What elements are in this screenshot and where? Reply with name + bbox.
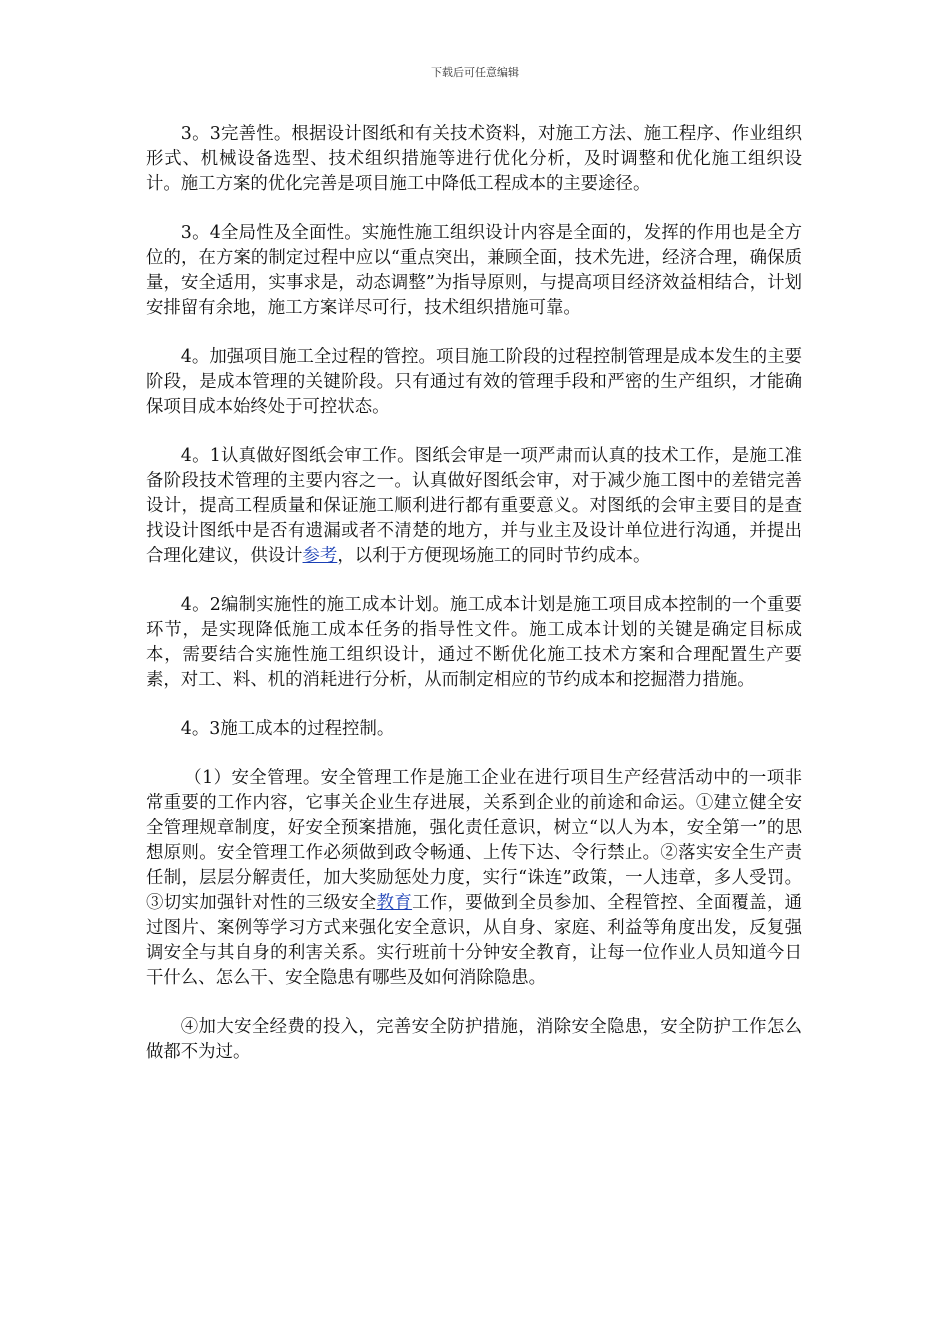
link-reference[interactable]: 参考: [302, 546, 338, 566]
paragraph-text: 3。3完善性。根据设计图纸和有关技术资料，对施工方法、施工程序、作业组织形式、机械设备选型、技术组织措施等进行优化分析，及时调整和优化施工组织设计。施工方案的优化完善是项目施工中降低工程成本的主要途径。: [146, 124, 802, 194]
paragraph-3-3: [146, 122, 802, 197]
paragraph-4-3: [146, 717, 802, 742]
paragraph-text: ④加大安全经费的投入，完善安全防护措施，消除安全隐患，安全防护工作怎么做都不为过。: [146, 1017, 802, 1062]
paragraph-text: 4。3施工成本的过程控制。: [180, 719, 395, 739]
paragraph-text: 4。加强项目施工全过程的管控。项目施工阶段的过程控制管理是成本发生的主要阶段，是成本管理的关键阶段。只有通过有效的管理手段和严密的生产组织，才能确保项目成本始终处于可控状态。: [146, 347, 802, 417]
paragraph-4-1: [146, 444, 802, 569]
page-header: 下载后可任意编辑: [431, 66, 519, 79]
paragraph-text: ，以利于方便现场施工的同时节约成本。: [337, 546, 651, 566]
paragraph-text: 4。1认真做好图纸会审工作。图纸会审是一项严肃而认真的技术工作，是施工准备阶段技术管理的主要内容之一。认真做好图纸会审，对于减少施工图中的差错完善设计，提高工程质量和保证施工顺利进行都有重要意义。对图纸的会审主要目的是查找设计图纸中是否有遗漏或者不清楚的地方，并与业主及设计单位进行沟通，并提出合理化建议，供设计: [146, 446, 802, 566]
paragraph-safety-management: [146, 766, 802, 991]
paragraph-4: [146, 345, 802, 420]
paragraph-3-4: [146, 221, 802, 321]
paragraph-safety-funding: [146, 1015, 802, 1065]
paragraph-text: 4。2编制实施性的施工成本计划。施工成本计划是施工项目成本控制的一个重要环节，是实现降低施工成本任务的指导性文件。施工成本计划的关键是确定目标成本，需要结合实施性施工组织设计，通过不断优化施工技术方案和合理配置生产要素，对工、料、机的消耗进行分析，从而制定相应的节约成本和挖掘潜力措施。: [146, 595, 802, 690]
paragraph-4-2: [146, 593, 802, 693]
document-body: [146, 122, 802, 1089]
paragraph-text: 3。4全局性及全面性。实施性施工组织设计内容是全面的，发挥的作用也是全方位的，在方案的制定过程中应以“重点突出，兼顾全面，技术先进，经济合理，确保质量，安全适用，实事求是，动态调整”为指导原则，与提高项目经济效益相结合，计划安排留有余地，施工方案详尽可行，技术组织措施可靠。: [146, 223, 802, 318]
link-education[interactable]: 教育: [376, 893, 413, 913]
paragraph-text: 工作，要做到全员参加、全程管控、全面覆盖，通过图片、案例等学习方式来强化安全意识，从自身、家庭、利益等角度出发，反复强调安全与其自身的利害关系。实行班前十分钟安全教育，让每一位作业人员知道今日干什么、怎么干、安全隐患有哪些及如何消除隐患。: [146, 893, 802, 988]
paragraph-text: （1）安全管理。安全管理工作是施工企业在进行项目生产经营活动中的一项非常重要的工作内容，它事关企业生存进展，关系到企业的前途和命运。①建立健全安全管理规章制度，好安全预案措施，强化责任意识，树立“以人为本，安全第一”的思想原则。安全管理工作必须做到政令畅通、上传下达、令行禁止。②落实安全生产责任制，层层分解责任，加大奖励惩处力度，实行“诛连”政策，一人违章，多人受罚。③切实加强针对性的三级安全: [146, 768, 802, 913]
